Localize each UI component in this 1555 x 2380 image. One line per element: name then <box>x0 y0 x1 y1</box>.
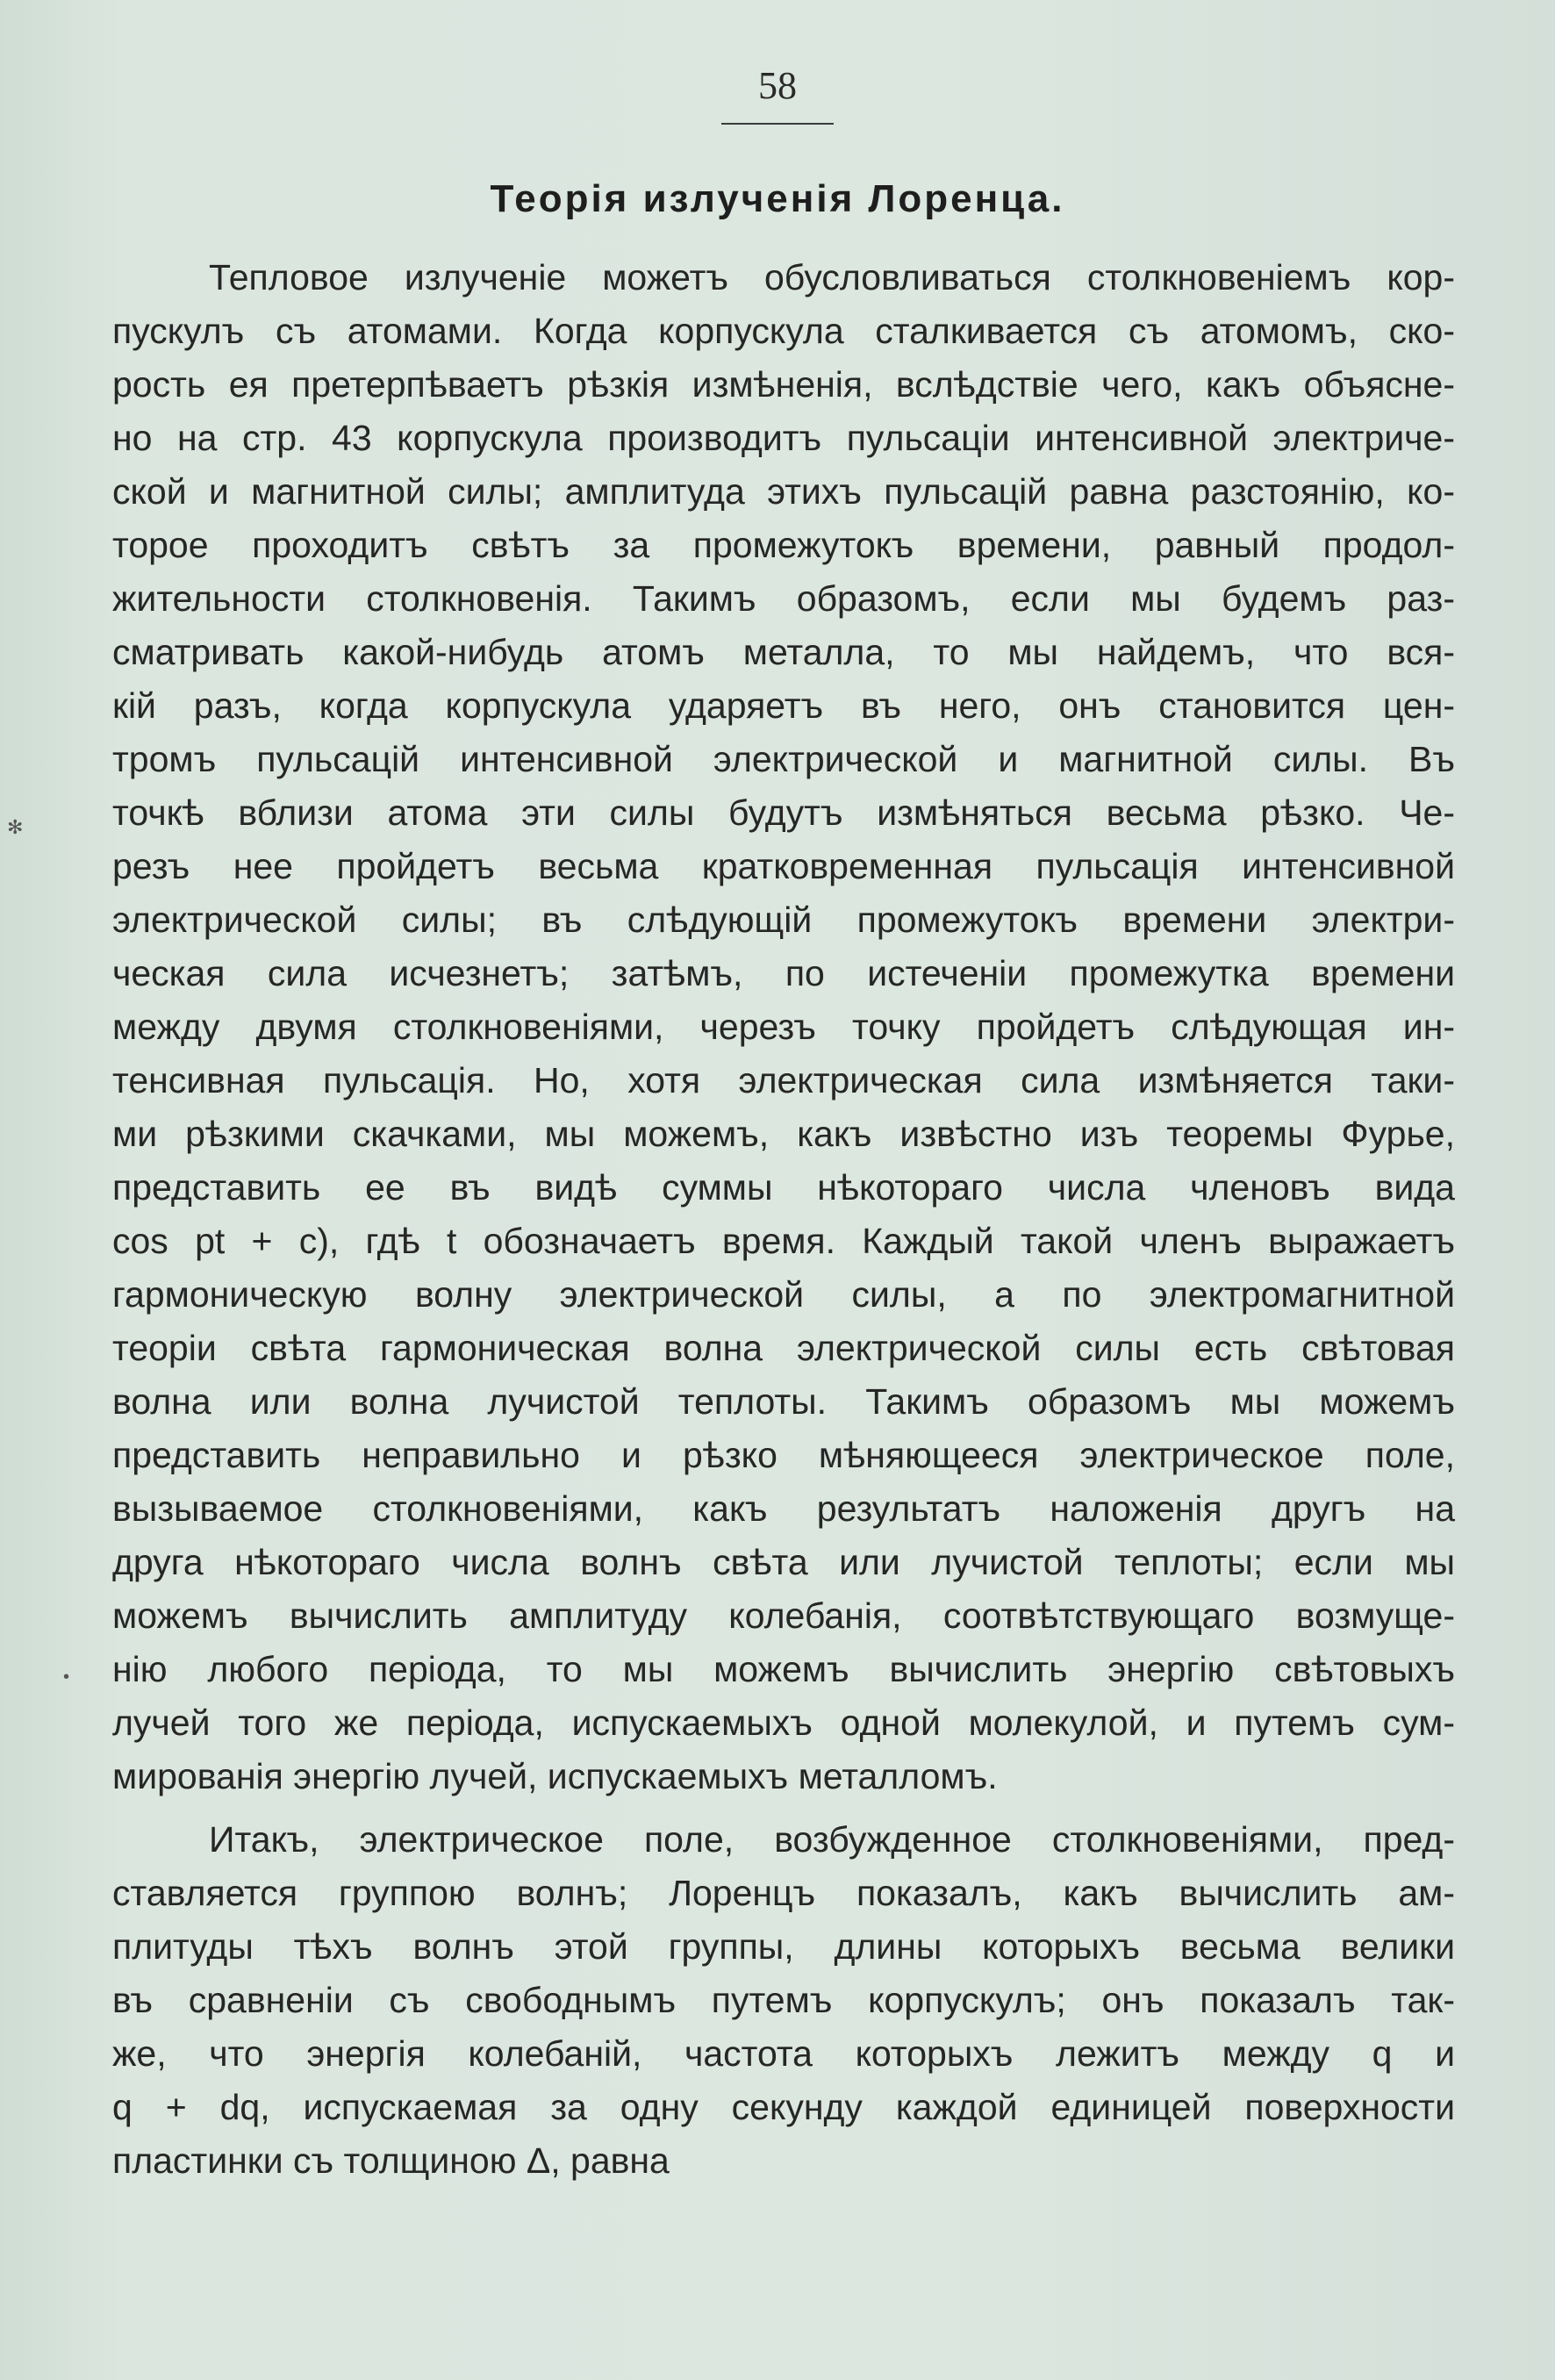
text-line: между двумя столкновеніями, черезъ точку пройдетъ слѣдующая ин- <box>112 1007 1455 1047</box>
text-line: плитуды тѣхъ волнъ этой группы, длины которыхъ весьма велики <box>112 1926 1455 1967</box>
page-number: 58 <box>758 64 797 107</box>
text-line: ской и магнитной силы; амплитуда этихъ пульсацій равна разстоянію, ко- <box>112 471 1455 512</box>
section-title: Теорія излученія Лоренца. <box>490 177 1065 220</box>
paragraph-1 <box>112 251 1455 1803</box>
text-line: тенсивная пульсація. Но, хотя электрическая сила измѣняется таки- <box>112 1060 1455 1100</box>
text-line: Тепловое излученіе можетъ обусловливаться столкновеніемъ кор- <box>209 257 1455 298</box>
text-line: представить неправильно и рѣзко мѣняющееся электрическое поле, <box>112 1435 1455 1475</box>
text-line: теоріи свѣта гармоническая волна электрической силы есть свѣтовая <box>112 1328 1455 1368</box>
text-line: ми рѣзкими скачками, мы можемъ, какъ извѣстно изъ теоремы Фурье, <box>112 1114 1455 1154</box>
text-line: можемъ вычислить амплитуду колебанія, соотвѣтствующаго возмуще- <box>112 1595 1455 1636</box>
text-line: гармоническую волну электрической силы, а по электромагнитной <box>112 1274 1455 1315</box>
text-line: электрической силы; въ слѣдующій промежутокъ времени электри- <box>112 900 1455 940</box>
margin-speck: ✻ <box>7 816 24 838</box>
text-line: вызываемое столкновеніями, какъ результатъ наложенія другъ на <box>112 1488 1455 1529</box>
text-line: представить ее въ видѣ суммы нѣкотораго числа членовъ вида <box>112 1167 1455 1208</box>
page-number-rule <box>721 123 834 125</box>
text-line: мированія энергію лучей, испускаемыхъ металломъ. <box>112 1756 998 1796</box>
margin-speck: • <box>63 1667 70 1687</box>
text-line: пластинки съ толщиною Δ, равна <box>112 2140 670 2181</box>
text-line: q + dq, испускаемая за одну секунду каждой единицей поверхности <box>112 2087 1455 2127</box>
text-line: лучей того же періода, испускаемыхъ одной молекулой, и путемъ сум- <box>112 1703 1455 1743</box>
text-line: резъ нее пройдетъ весьма кратковременная пульсація интенсивной <box>112 846 1455 886</box>
text-line: волна или волна лучистой теплоты. Такимъ образомъ мы можемъ <box>112 1381 1455 1422</box>
text-line: нію любого періода, то мы можемъ вычислить энергію свѣтовыхъ <box>112 1649 1455 1689</box>
text-line: тромъ пульсацій интенсивной электрической и магнитной силы. Въ <box>112 739 1455 779</box>
text-line: кій разъ, когда корпускула ударяетъ въ него, онъ становится цен- <box>112 685 1455 726</box>
paragraph-2 <box>112 1813 1455 2188</box>
text-line: жительности столкновенія. Такимъ образомъ, если мы будемъ раз- <box>112 578 1455 619</box>
text-line: торое проходитъ свѣтъ за промежутокъ времени, равный продол- <box>112 525 1455 565</box>
text-line: же, что энергія колебаній, частота которыхъ лежитъ между q и <box>112 2033 1455 2074</box>
text-line: рость ея претерпѣваетъ рѣзкія измѣненія, вслѣдствіе чего, какъ объясне- <box>112 364 1455 405</box>
text-line: cos pt + c), гдѣ t обозначаетъ время. Каждый такой членъ выражаетъ <box>112 1221 1455 1261</box>
text-line: но на стр. 43 корпускула производитъ пульсаціи интенсивной электриче- <box>112 418 1455 458</box>
text-line: сматривать какой-нибудь атомъ металла, то мы найдемъ, что вся- <box>112 632 1455 672</box>
text-line: друга нѣкотораго числа волнъ свѣта или лучистой теплоты; если мы <box>112 1542 1455 1582</box>
text-line: точкѣ вблизи атома эти силы будутъ измѣняться весьма рѣзко. Че- <box>112 792 1455 833</box>
text-line: ставляется группою волнъ; Лоренцъ показалъ, какъ вычислить ам- <box>112 1873 1455 1913</box>
text-line: въ сравненіи съ свободнымъ путемъ корпускулъ; онъ показалъ так- <box>112 1980 1455 2020</box>
text-line: Итакъ, электрическое поле, возбужденное столкновеніями, пред- <box>209 1819 1455 1860</box>
text-line: ческая сила исчезнетъ; затѣмъ, по истеченіи промежутка времени <box>112 953 1455 993</box>
text-line: пускулъ съ атомами. Когда корпускула сталкивается съ атомомъ, ско- <box>112 311 1455 351</box>
